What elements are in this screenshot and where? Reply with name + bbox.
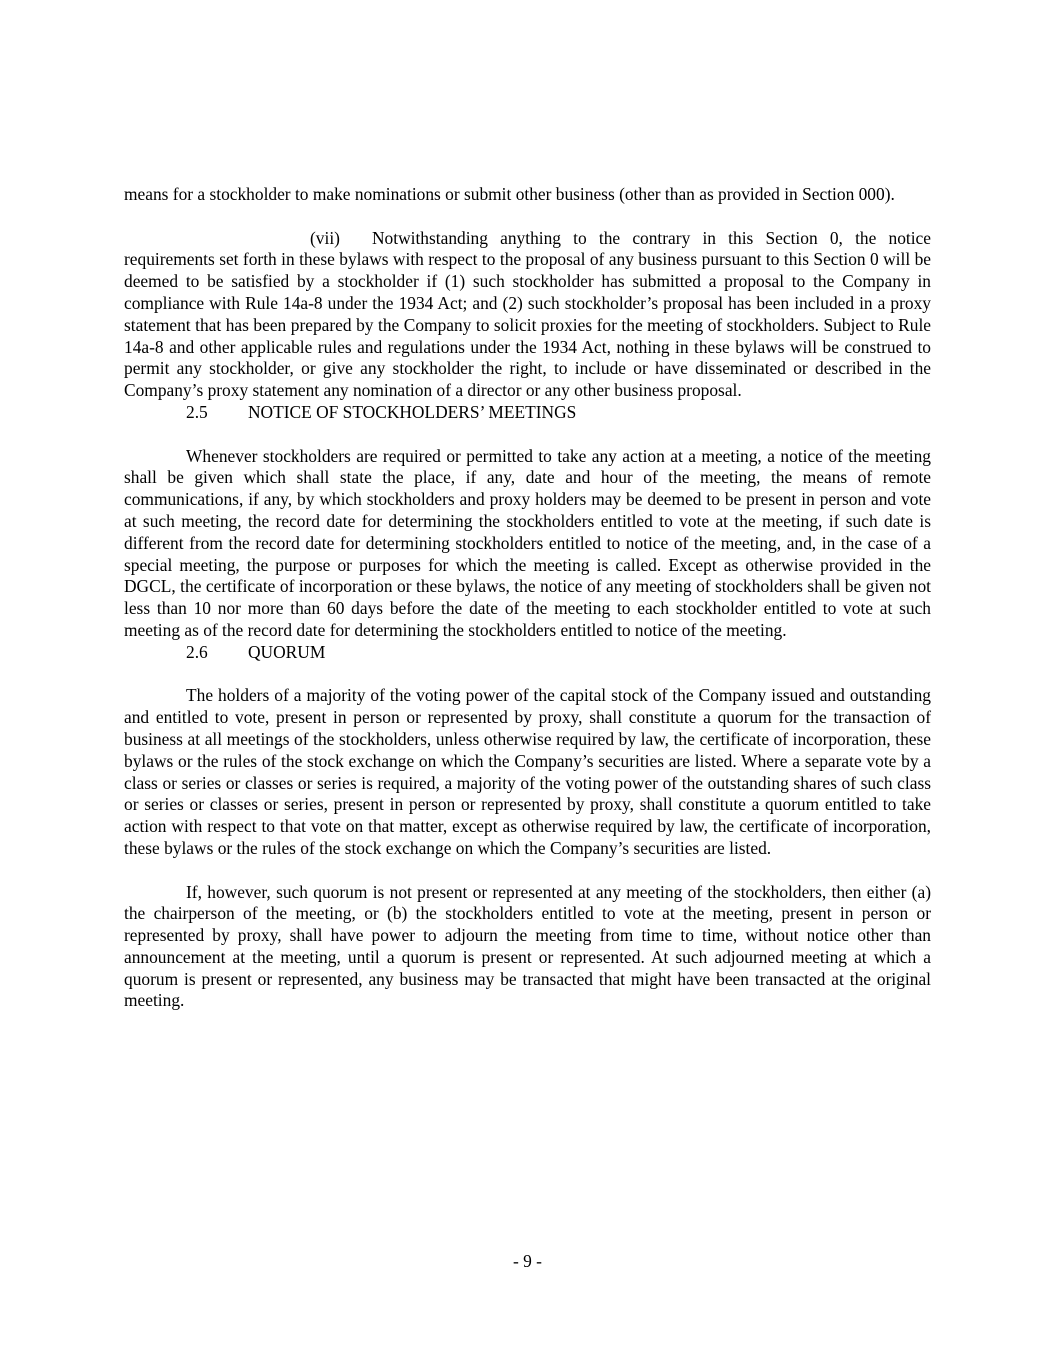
paragraph-vii-text: Notwithstanding anything to the contrary in this Section 0, the notice requirements set forth in these bylaws with respect to the proposal of any business pursuant to this Section 0 will be deemed to be satisfied by a stockholder if (1) such stockholder has submitted a proposal to the Company in compliance with Rule 14a-8 under the 1934 Act; and (2) such stockholder’s proposal has been included in a proxy statement that has been prepared by the Company to solicit proxies for the meeting of stockholders. Subject to Rule 14a-8 and other applicable rules and regulations under the 1934 Act, nothing in these bylaws will be construed to permit any stockholder, or give any stockholder the right, to include or have disseminated or described in the Company’s proxy statement any nomination of a director or any other business proposal. bbox=[124, 227, 931, 401]
section-heading-2-6 bbox=[124, 642, 931, 664]
page-number: - 9 - bbox=[513, 1251, 542, 1271]
paragraph-continuation: means for a stockholder to make nominations or submit other business (other than as provided in Section 000). bbox=[124, 184, 895, 204]
section-heading-2-5 bbox=[124, 402, 931, 424]
document-page bbox=[124, 184, 931, 1012]
section-title: NOTICE OF STOCKHOLDERS’ MEETINGS bbox=[248, 401, 577, 422]
section-title: QUORUM bbox=[248, 641, 326, 662]
paragraph-vii-label: (vii) bbox=[310, 227, 340, 248]
section-number: 2.6 bbox=[186, 641, 208, 662]
section-2-6-body-1: The holders of a majority of the voting power of the capital stock of the Company issued and outstanding and entitled to vote, present in person or represented by proxy, shall constitute a quorum for the transaction of business at all meetings of the stockholders, unless otherwise required by law, the certificate of incorporation, these bylaws or the rules of the stock exchange on which the Company’s securities are listed. Where a separate vote by a class or series or classes or series is required, a majority of the voting power of the outstanding shares of such class or series or classes or series, present in person or represented by proxy, shall constitute a quorum entitled to take action with respect to that vote on that matter, except as otherwise required by law, the certificate of incorporation, these bylaws or the rules of the stock exchange on which the Company’s securities are listed. bbox=[124, 685, 931, 858]
paragraph-vii bbox=[124, 228, 931, 402]
section-number: 2.5 bbox=[186, 401, 208, 422]
section-2-6-body-2: If, however, such quorum is not present or represented at any meeting of the stockholders, then either (a) the chairperson of the meeting, or (b) the stockholders entitled to vote at the meeting, present in person or represented by proxy, shall have power to adjourn the meeting from time to time, without notice other than announcement at the meeting, until a quorum is present or represented. At such adjourned meeting at which a quorum is present or represented, any business may be transacted that might have been transacted at the original meeting. bbox=[124, 881, 931, 1011]
section-2-5-body: Whenever stockholders are required or permitted to take any action at a meeting, a notice of the meeting shall be given which shall state the place, if any, date and hour of the meeting, the means of remote communications, if any, by which stockholders and proxy holders may be deemed to be present in person and vote at such meeting, the record date for determining the stockholders entitled to vote at the meeting, if such date is different from the record date for determining stockholders entitled to notice of the meeting, and, in the case of a special meeting, the purpose or purposes for which the meeting is called. Except as otherwise provided in the DGCL, the certificate of incorporation or these bylaws, the notice of any meeting of stockholders shall be given not less than 10 nor more than 60 days before the date of the meeting to each stockholder entitled to vote at such meeting as of the record date for determining the stockholders entitled to notice of the meeting. bbox=[124, 445, 931, 640]
